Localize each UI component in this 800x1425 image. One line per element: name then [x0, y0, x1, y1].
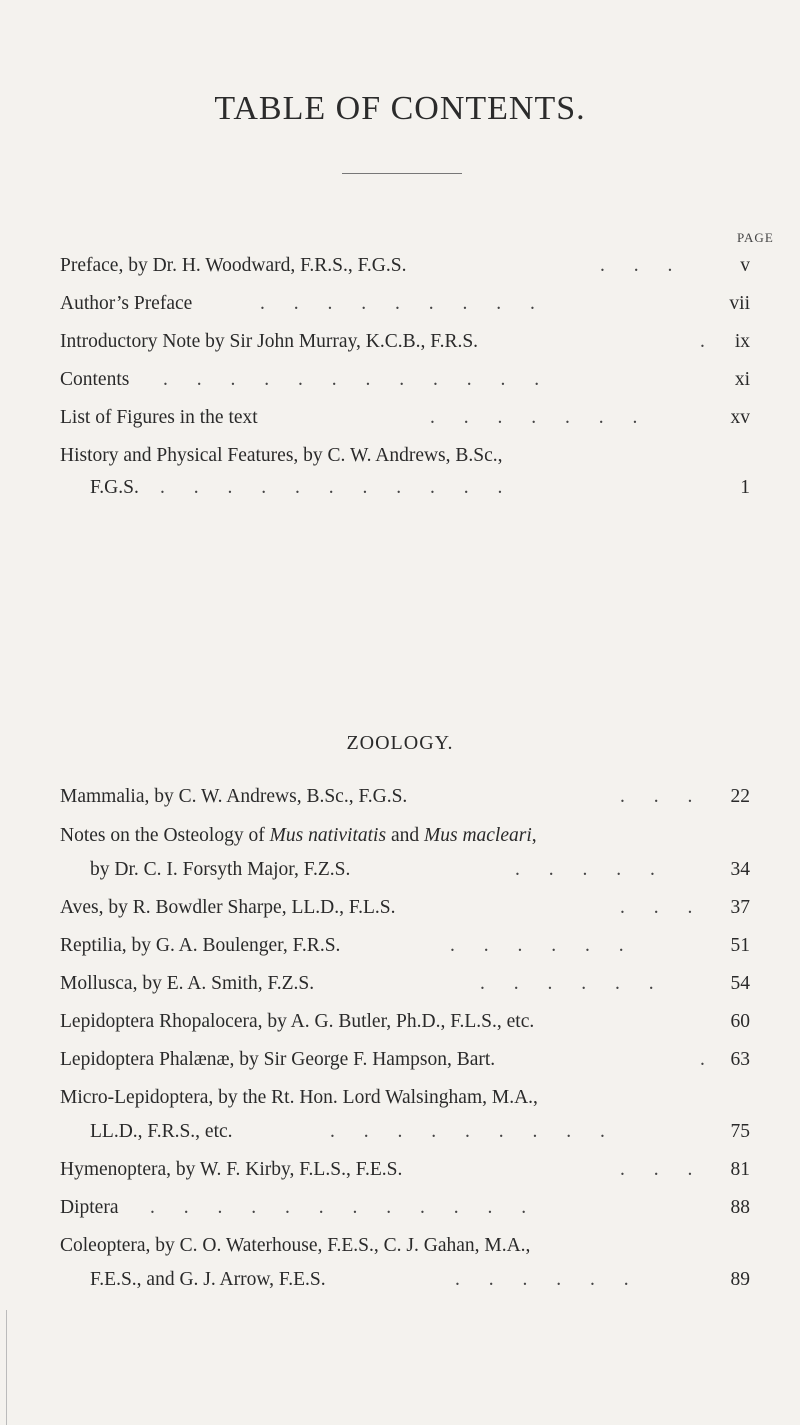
entry-title: Reptilia, by G. A. Boulenger, F.R.S. [60, 935, 341, 956]
entry-page: vii [729, 293, 750, 314]
entry-page: 1 [740, 477, 750, 498]
entry-title: Contents [60, 369, 130, 390]
entry-title-continued: by Dr. C. I. Forsyth Major, F.Z.S. [90, 859, 351, 880]
entry-page: 37 [730, 897, 750, 918]
section-heading: ZOOLOGY. [346, 732, 454, 754]
entry-page: 63 [730, 1049, 750, 1070]
leader-dots: . . . . . . . . . [260, 293, 547, 314]
entry-title: Hymenoptera, by W. F. Kirby, F.L.S., F.E.S. [60, 1159, 403, 1180]
entry-title: Author’s Preface [60, 293, 193, 314]
entry-page: v [740, 255, 750, 276]
leader-dots: . . . . . . . [430, 407, 650, 428]
entry-title: Aves, by R. Bowdler Sharpe, LL.D., F.L.S. [60, 897, 396, 918]
entry-page: 60 [730, 1011, 750, 1032]
entry-title: Mammalia, by C. W. Andrews, B.Sc., F.G.S. [60, 786, 408, 807]
entry-page: 88 [730, 1197, 750, 1218]
entry-title: Notes on the Osteology of Mus nativitatis and Mus macleari, [60, 825, 537, 846]
entry-title: Preface, by Dr. H. Woodward, F.R.S., F.G.S. [60, 255, 407, 276]
leader-dots: . . . . . . . . . . . [160, 477, 515, 498]
leader-dots: . . . [600, 255, 685, 276]
entry-title: Introductory Note by Sir John Murray, K.C.B., F.R.S. [60, 331, 479, 352]
entry-page: 75 [730, 1121, 750, 1142]
leader-dots: . [700, 331, 717, 352]
entry-page: xi [734, 369, 750, 390]
page-title: TABLE OF CONTENTS. [214, 90, 586, 127]
entry-page: 81 [730, 1159, 750, 1180]
entry-page: 51 [730, 935, 750, 956]
leader-dots: . . . [620, 786, 705, 807]
entry-title: Diptera [60, 1197, 119, 1218]
page-column-heading: PAGE [737, 230, 774, 245]
entry-title: Mollusca, by E. A. Smith, F.Z.S. [60, 973, 315, 994]
entry-title: Lepidoptera Rhopalocera, by A. G. Butler, Ph.D., F.L.S., etc. [60, 1011, 535, 1032]
leader-dots: . . . [620, 1159, 705, 1180]
leader-dots: . . . . . . . . . . . . [150, 1197, 539, 1218]
entry-page: ix [734, 331, 750, 352]
leader-dots: . [700, 1049, 717, 1070]
entry-title-continued: LL.D., F.R.S., etc. [90, 1121, 233, 1142]
leader-dots: . . . . . . [450, 935, 636, 956]
entry-page: 22 [730, 786, 750, 807]
entry-page: 34 [730, 859, 750, 880]
leader-dots: . . . . . . . . . [330, 1121, 617, 1142]
entry-page: 54 [730, 973, 750, 994]
entry-title: Coleoptera, by C. O. Waterhouse, F.E.S., C. J. Gahan, M.A., [60, 1235, 531, 1256]
leader-dots: . . . . . . [455, 1269, 641, 1290]
entry-title: Lepidoptera Phalænæ, by Sir George F. Hampson, Bart. [60, 1049, 496, 1070]
entry-title-continued: F.E.S., and G. J. Arrow, F.E.S. [90, 1269, 326, 1290]
leader-dots: . . . . . [515, 859, 667, 880]
scan-margin-line [6, 1310, 7, 1425]
entry-page: 89 [730, 1269, 750, 1290]
entry-page: xv [730, 407, 750, 428]
leader-dots: . . . . . . [480, 973, 666, 994]
leader-dots: . . . . . . . . . . . . [163, 369, 552, 390]
leader-dots: . . . [620, 897, 705, 918]
entry-title-continued: F.G.S. [90, 477, 139, 498]
title-rule [342, 173, 462, 174]
entry-title: History and Physical Features, by C. W. Andrews, B.Sc., [60, 445, 503, 466]
entry-title: Micro-Lepidoptera, by the Rt. Hon. Lord Walsingham, M.A., [60, 1087, 538, 1108]
entry-title: List of Figures in the text [60, 407, 258, 428]
